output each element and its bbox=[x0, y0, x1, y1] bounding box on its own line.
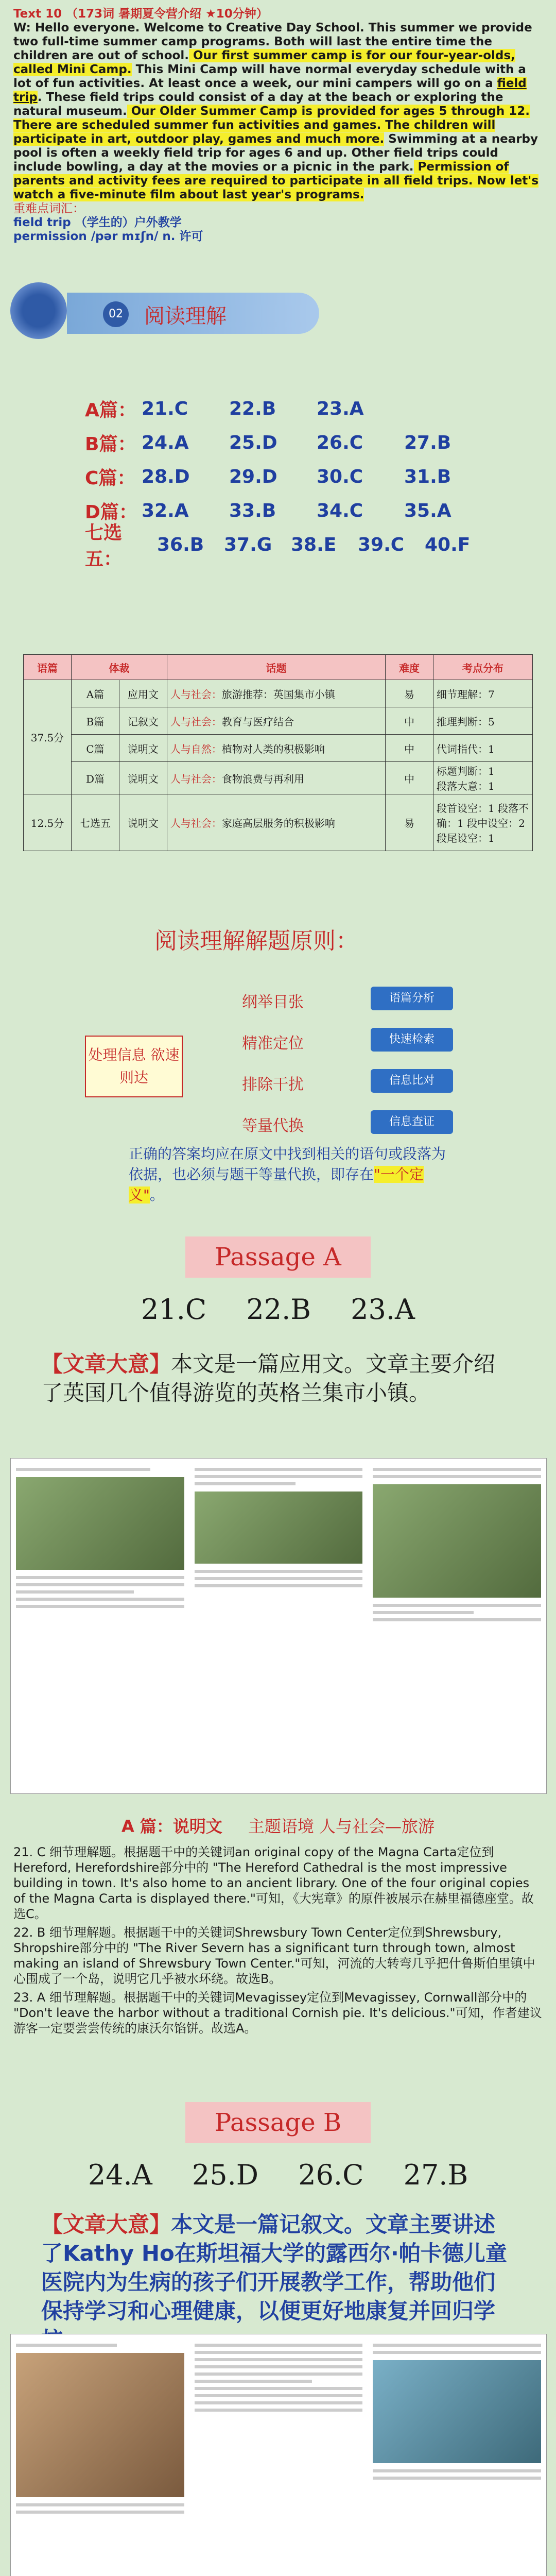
section-title: 阅读理解 bbox=[144, 304, 227, 328]
table-row bbox=[24, 707, 533, 735]
principle-tag: 快速检索 bbox=[371, 1028, 453, 1052]
answer-item: 23.A bbox=[317, 398, 364, 419]
passage-a-category bbox=[0, 1814, 556, 1837]
explanation-q21: 21. C 细节理解题。根据题干中的关键词an original copy of the Magna Carta定位到Hereford, Herefordshire部分中的 "The Hereford Cathedral is the most impressive building in town. It's also home to an ancient library. One of the four original copies of the Magna Carta is displayed there."可知，《大宪章》的原件被展示在赫里福德座堂。故选C。 bbox=[13, 1845, 534, 1921]
answer-row-c bbox=[85, 460, 556, 494]
table-header-row bbox=[24, 655, 533, 680]
points-cell: 细节理解：7 bbox=[433, 680, 533, 707]
topic-text: 植物对人类的积极影响 bbox=[221, 742, 325, 755]
principles-note bbox=[129, 1144, 448, 1206]
people-icon bbox=[10, 282, 67, 339]
answer-label: 七选五： bbox=[85, 522, 123, 570]
answer-item: 32.A bbox=[142, 500, 189, 521]
analysis-table-section bbox=[0, 654, 556, 876]
topic-cell bbox=[167, 735, 385, 762]
answer-item: 33.B bbox=[229, 500, 276, 521]
passage-a-explanations bbox=[13, 1844, 544, 2039]
table-row bbox=[24, 680, 533, 707]
points-text: 标题判断：1 bbox=[437, 765, 495, 777]
difficulty-cell: 中 bbox=[386, 735, 433, 762]
genre-cell: 说明文 bbox=[119, 762, 167, 794]
principle-tag: 信息比对 bbox=[371, 1069, 453, 1093]
summary-tag: 【文章大意】 bbox=[41, 1351, 171, 1377]
topic-text: 旅游推荐：英国集市小镇 bbox=[221, 688, 335, 701]
table-header: 体裁 bbox=[72, 655, 167, 680]
topic-category: 人与社会： bbox=[170, 817, 222, 829]
intro-text-block bbox=[0, 0, 556, 268]
answer-item: 40.F bbox=[425, 534, 471, 555]
table-header: 语篇 bbox=[24, 655, 72, 680]
topic-cell bbox=[167, 680, 385, 707]
points-text: 段落大意：1 bbox=[437, 780, 495, 792]
answer-item: 21.C bbox=[142, 398, 188, 419]
table-row bbox=[24, 762, 533, 794]
section-number: 02 bbox=[103, 301, 129, 327]
answer-label: D篇： bbox=[85, 501, 137, 523]
body-part-5: . These field trips could consist of a day at the beach or exploring the natural museum. bbox=[13, 91, 503, 118]
principles-box: 处理信息 欲速则达 bbox=[85, 1036, 183, 1097]
passage-b-title: Passage B bbox=[185, 2102, 371, 2143]
answer-item: 35.A bbox=[404, 500, 451, 521]
principle-item: 排除干扰 bbox=[242, 1076, 304, 1094]
summary-text: 本文是一篇应用文。文章主要介绍了英国几个值得游览的英格兰集市小镇。 bbox=[41, 1351, 496, 1405]
score-cell: 12.5分 bbox=[24, 794, 72, 851]
passage-a-scan bbox=[10, 1458, 547, 1794]
part-cell: 七选五 bbox=[72, 794, 119, 851]
passage-a-summary bbox=[41, 1350, 515, 1408]
answer-item: 34.C bbox=[317, 500, 363, 521]
note-highlight: "一个定义" bbox=[129, 1166, 424, 1204]
score-cell: 37.5分 bbox=[24, 680, 72, 794]
answer-item: 38.E bbox=[291, 534, 337, 555]
body-part-6: Our Older Summer Camp is provided for ages 5 through 12. There are scheduled summer fun activities and games. The children will participate in art, outdoor play, games and much more. bbox=[13, 105, 530, 146]
part-cell: B篇 bbox=[72, 707, 119, 735]
part-cell: C篇 bbox=[72, 735, 119, 762]
principle-item: 纲举目张 bbox=[242, 993, 304, 1011]
topic-cell bbox=[167, 794, 385, 851]
answer-item: 24.A bbox=[142, 432, 189, 453]
topic-category: 人与自然： bbox=[170, 742, 222, 755]
passage-b-answers: 24.A 25.D 26.C 27.B bbox=[88, 2159, 468, 2191]
answer-item: 30.C bbox=[317, 466, 363, 487]
points-cell: 代词指代：1 bbox=[433, 735, 533, 762]
topic-text: 教育与医疗结合 bbox=[221, 715, 294, 728]
answer-key bbox=[0, 392, 556, 608]
genre-cell: 应用文 bbox=[119, 680, 167, 707]
difficulty-cell: 中 bbox=[386, 707, 433, 735]
passage-b-summary bbox=[41, 2210, 515, 2354]
answer-item: 26.C bbox=[317, 432, 363, 453]
points-cell bbox=[433, 762, 533, 794]
answer-item: 25.D bbox=[229, 432, 277, 453]
answer-item: 31.B bbox=[404, 466, 451, 487]
difficulty-cell: 易 bbox=[386, 680, 433, 707]
category-type: A 篇：说明文 bbox=[121, 1817, 222, 1836]
topic-category: 人与社会： bbox=[170, 772, 222, 785]
summary-text: 本文是一篇记叙文。文章主要讲述了Kathy Ho在斯坦福大学的露西尔·帕卡德儿童医院内为生病的孩子们开展教学工作，帮助他们保持学习和心理健康，以便更好地康复并回归学 bbox=[41, 2212, 507, 2324]
body-part-2: Our first summer camp is for our four-year-olds, called Mini Camp. bbox=[13, 49, 515, 76]
part-cell: A篇 bbox=[72, 680, 119, 707]
body-part-3: This Mini Camp will have normal everyday schedule with a lot of fun activities. At least once a week, our mini campers will go on a bbox=[13, 63, 526, 90]
answer-item: 22.B bbox=[229, 398, 276, 419]
passage-a-title: Passage A bbox=[185, 1236, 371, 1278]
topic-text: 家庭高层服务的积极影响 bbox=[221, 817, 335, 829]
body-part-4: field trip bbox=[13, 77, 527, 104]
note-text: 。 bbox=[149, 1187, 164, 1204]
answer-label: C篇： bbox=[85, 467, 136, 489]
topic-cell bbox=[167, 707, 385, 735]
part-cell: D篇 bbox=[72, 762, 119, 794]
answer-item: 36.B bbox=[157, 534, 204, 555]
topic-cell bbox=[167, 762, 385, 794]
answer-item: 27.B bbox=[404, 432, 451, 453]
answer-label: A篇： bbox=[85, 399, 136, 421]
genre-cell: 说明文 bbox=[119, 794, 167, 851]
answer-label: B篇： bbox=[85, 433, 136, 455]
principle-tag: 信息查证 bbox=[371, 1110, 453, 1134]
answer-row-a bbox=[85, 392, 556, 426]
points-cell: 段首设空：1 段落不确：1 段中设空：2 段尾设空：1 bbox=[433, 794, 533, 851]
explanation-q23: 23. A 细节理解题。根据题干中的关键词Mevagissey定位到Mevagissey, Cornwall部分中的 "Don't leave the harbor without a traditional Cornish pie. It's delicious."可知，作者建议游客一定要尝尝传统的康沃尔馅饼。故选A。 bbox=[13, 1990, 542, 2036]
body-part-9: Now let's watch a five-minute film about last year's programs. bbox=[13, 174, 539, 201]
passage-a-answers: 21.C 22.B 23.A bbox=[141, 1293, 415, 1326]
analysis-table bbox=[23, 654, 533, 851]
principles-section bbox=[0, 912, 556, 1211]
topic-category: 人与社会： bbox=[170, 688, 222, 701]
vocab-title: 重难点词汇： bbox=[13, 202, 84, 215]
answer-item: 37.G bbox=[224, 534, 272, 555]
text-body bbox=[13, 21, 543, 202]
text-title: Text 10 （173词 暑期夏令营介绍 ★10分钟） bbox=[13, 7, 268, 21]
answer-row-seven bbox=[85, 522, 556, 570]
note-text: 正确的答案均应在原文中找到相关的语句或段落为依据，也必须与题干等量代换，即存在 bbox=[129, 1145, 446, 1183]
passage-b-scan bbox=[10, 2334, 547, 2576]
answer-item: 28.D bbox=[142, 466, 190, 487]
topic-text: 食物浪费与再利用 bbox=[221, 772, 304, 785]
table-row bbox=[24, 794, 533, 851]
vocab-item: permission /pər mɪʃn/ n. 许可 bbox=[13, 230, 203, 243]
answer-item: 39.C bbox=[358, 534, 405, 555]
answer-row-b bbox=[85, 426, 556, 460]
summary-tag: 【文章大意】 bbox=[41, 2212, 171, 2237]
difficulty-cell: 中 bbox=[386, 762, 433, 794]
body-part-8: Permission of parents and activity fees are required to participate in all field trips. bbox=[13, 160, 509, 188]
principle-tag: 语篇分析 bbox=[371, 987, 453, 1010]
answer-item: 29.D bbox=[229, 466, 277, 487]
section-banner bbox=[0, 278, 556, 340]
genre-cell: 记叙文 bbox=[119, 707, 167, 735]
topic-category: 人与社会： bbox=[170, 715, 222, 728]
explanation-q22: 22. B 细节理解题。根据题干中的关键词Shrewsbury Town Center定位到Shrewsbury, Shropshire部分中的 "The River Severn has a significant turn through town, almost making an island of Shrewsbury Town Center."可知，河流的大转弯几乎把什鲁斯伯里镇中心围成了一个岛，说明它几乎被水环绕。故选B。 bbox=[13, 1925, 535, 1986]
body-part-1: W: Hello everyone. Welcome to Creative Day School. This summer we provide two full-time summer camp programs. Both will last the entire time the children are out of school. bbox=[13, 21, 532, 62]
principle-item: 等量代换 bbox=[242, 1117, 304, 1135]
table-header: 考点分布 bbox=[433, 655, 533, 680]
principles-title: 阅读理解解题原则： bbox=[154, 928, 358, 954]
category-theme: 主题语境 人与社会—旅游 bbox=[248, 1817, 435, 1836]
table-header: 难度 bbox=[386, 655, 433, 680]
body-part-7: Swimming at a nearby pool is often a weekly field trip for ages 6 and up. Other field trips could include bowling, a day at the movies or a picnic in the park. bbox=[13, 132, 538, 174]
vocab-item: field trip （学生的）户外教学 bbox=[13, 216, 182, 229]
points-cell: 推理判断：5 bbox=[433, 707, 533, 735]
difficulty-cell: 易 bbox=[386, 794, 433, 851]
principle-item: 精准定位 bbox=[242, 1035, 304, 1053]
table-header: 话题 bbox=[167, 655, 385, 680]
genre-cell: 说明文 bbox=[119, 735, 167, 762]
table-row bbox=[24, 735, 533, 762]
